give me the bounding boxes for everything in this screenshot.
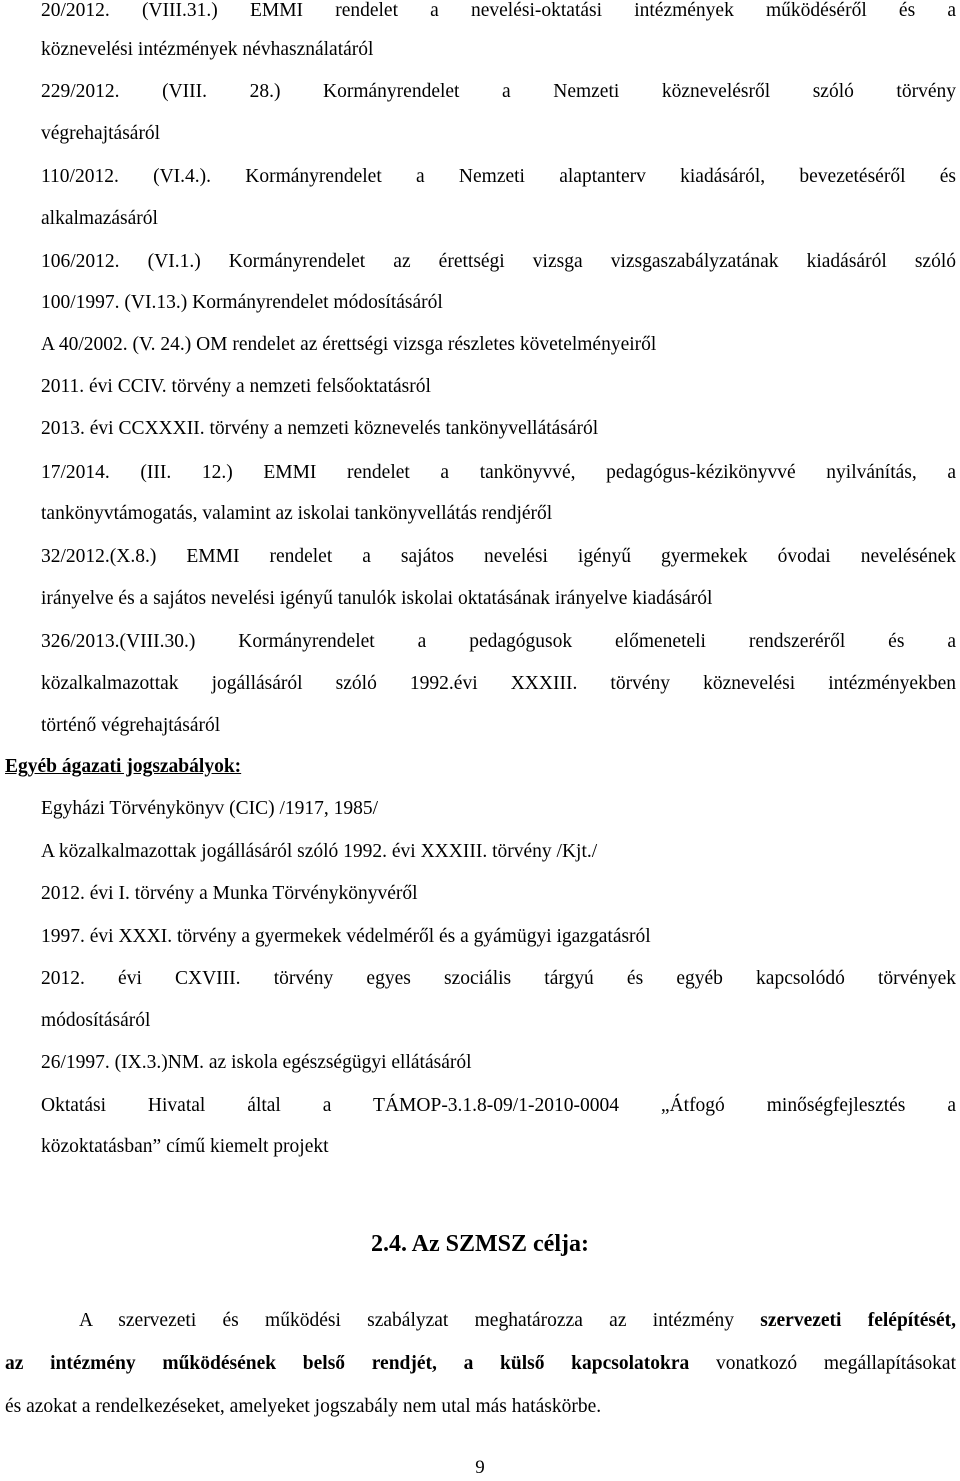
other-regulation-line: Egyházi Törvénykönyv (CIC) /1917, 1985/: [41, 798, 379, 819]
regulation-line: 100/1997. (VI.13.) Kormányrendelet módosításáról: [41, 292, 443, 313]
other-regulation-line: A közalkalmazottak jogállásáról szóló 1992. évi XXXIII. törvény /Kjt./: [41, 841, 598, 862]
paragraph-line: [5, 1353, 956, 1375]
regulation-line: közalkalmazottak jogállásáról szóló 1992.évi XXXIII. törvény köznevelési intézményekben: [41, 673, 956, 694]
regulation-line: A 40/2002. (V. 24.) OM rendelet az érettségi vizsga részletes követelményeiről: [41, 334, 657, 355]
other-regulation-line: közoktatásban” című kiemelt projekt: [41, 1136, 329, 1157]
paragraph-line: és azokat a rendelkezéseket, amelyeket jogszabály nem utal más hatáskörbe.: [5, 1396, 602, 1417]
regulation-line: 2013. évi CCXXXII. törvény a nemzeti köznevelés tankönyvellátásáról: [41, 418, 599, 439]
other-regulation-line: Oktatási Hivatal által a TÁMOP-3.1.8-09/1-2010-0004 „Átfogó minőségfejlesztés a: [41, 1095, 956, 1116]
paragraph-text: vonatkozó megállapításokat: [689, 1353, 956, 1374]
regulation-line: 106/2012. (VI.1.) Kormányrendelet az érettségi vizsga vizsgaszabályzatának kiadásáról szóló: [41, 251, 956, 272]
paragraph-bold-text: szervezeti felépítését,: [760, 1310, 956, 1331]
other-regulation-line: módosításáról: [41, 1010, 151, 1031]
section-title: 2.4. Az SZMSZ célja:: [371, 1231, 589, 1257]
other-regulation-line: 26/1997. (IX.3.)NM. az iskola egészségügyi ellátásáról: [41, 1052, 472, 1073]
regulation-line: 229/2012. (VIII. 28.) Kormányrendelet a Nemzeti köznevelésről szóló törvény: [41, 81, 956, 102]
regulation-line: tankönyvtámogatás, valamint az iskolai tankönyvellátás rendjéről: [41, 503, 553, 524]
regulation-line: alkalmazásáról: [41, 208, 158, 229]
paragraph-line: [79, 1310, 956, 1332]
paragraph-text: A szervezeti és működési szabályzat meghatározza az intézmény: [79, 1310, 761, 1331]
regulation-line: 2011. évi CCIV. törvény a nemzeti felsőoktatásról: [41, 376, 431, 397]
regulation-line: 32/2012.(X.8.) EMMI rendelet a sajátos nevelési igényű gyermekek óvodai nevelésének: [41, 546, 956, 567]
regulation-line: köznevelési intézmények névhasználatáról: [41, 39, 374, 60]
regulation-line: történő végrehajtásáról: [41, 715, 221, 736]
other-regulation-line: 2012. évi I. törvény a Munka Törvénykönyvéről: [41, 883, 418, 904]
regulation-line: 326/2013.(VIII.30.) Kormányrendelet a pedagógusok előmeneteli rendszeréről és a: [41, 631, 956, 652]
other-regulation-line: 1997. évi XXXI. törvény a gyermekek védelméről és a gyámügyi igazgatásról: [41, 926, 651, 947]
regulation-line: végrehajtásáról: [41, 123, 161, 144]
other-regulation-line: 2012. évi CXVIII. törvény egyes szociális tárgyú és egyéb kapcsolódó törvények: [41, 968, 956, 989]
regulation-line: 20/2012. (VIII.31.) EMMI rendelet a nevelési-oktatási intézmények működéséről és a: [41, 0, 956, 21]
regulation-line: irányelve és a sajátos nevelési igényű tanulók iskolai oktatásának irányelve kiadásáról: [41, 588, 713, 609]
page-number: 9: [475, 1457, 485, 1478]
regulation-line: 17/2014. (III. 12.) EMMI rendelet a tankönyvvé, pedagógus-kézikönyvvé nyilvánítás, a: [41, 462, 956, 483]
paragraph-bold-text: az intézmény működésének belső rendjét, a külső kapcsolatokra: [5, 1353, 690, 1374]
other-regulations-heading: Egyéb ágazati jogszabályok:: [5, 756, 242, 777]
regulation-line: 110/2012. (VI.4.). Kormányrendelet a Nemzeti alaptanterv kiadásáról, bevezetéséről és: [41, 166, 956, 187]
